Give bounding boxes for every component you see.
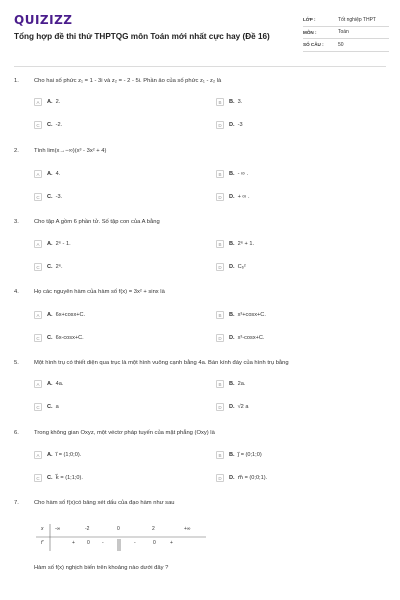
x-value: -∞ [55, 526, 61, 532]
question-text: Trong không gian Oxyz, một véctơ pháp tuyến của mặt phẳng (Oxy) là [34, 430, 215, 436]
option-letter: B. [229, 312, 235, 318]
option-text: x³-cosx+C. [237, 335, 265, 341]
question-number: 7. [14, 500, 19, 506]
meta-value: Toán [338, 29, 349, 36]
header-divider [14, 66, 386, 67]
option-letter: B. [229, 452, 235, 458]
option-letter: C. [47, 404, 53, 410]
option-c[interactable] [34, 403, 59, 411]
option-a[interactable] [34, 98, 60, 106]
option-checkbox[interactable]: C [34, 334, 42, 342]
option-text: C₆² [237, 264, 246, 270]
option-b[interactable] [216, 170, 248, 178]
option-text: 4a. [55, 381, 64, 387]
option-letter: A. [47, 171, 53, 177]
question-text: Cho tập A gồm 6 phần tử. Số tập con của A bằng [34, 219, 160, 225]
option-text: i⃗ = (1;0;0). [55, 452, 82, 458]
option-a[interactable] [34, 170, 60, 178]
option-text: x³+cosx+C. [237, 312, 266, 318]
option-checkbox[interactable]: C [34, 193, 42, 201]
option-c[interactable] [34, 334, 84, 342]
question-text: Một hình trụ có thiết diện qua trục là một hình vuông cạnh bằng 4a. Bán kính đáy của hình trụ bằng [34, 360, 289, 366]
option-letter: A. [47, 99, 53, 105]
option-text: 6x+cosx+C. [55, 312, 86, 318]
option-checkbox[interactable]: D [216, 193, 224, 201]
option-checkbox[interactable]: C [34, 474, 42, 482]
option-text: 2⁶ + 1. [237, 241, 255, 247]
option-text: 2a. [237, 381, 246, 387]
question-text: Cho hàm số f(x)có bảng xét dấu của đạo hàm như sau [34, 500, 175, 506]
option-letter: C. [47, 475, 53, 481]
option-b[interactable] [216, 380, 245, 388]
option-text: √2 a [237, 404, 249, 410]
option-letter: D. [229, 335, 235, 341]
option-d[interactable] [216, 474, 267, 482]
question-7-followup: Hàm số f(x) nghịch biến trên khoảng nào dưới đây ? [34, 565, 169, 571]
option-text: -3 [237, 122, 243, 128]
option-a[interactable] [34, 380, 63, 388]
sign-value: 0 [153, 540, 156, 546]
option-checkbox[interactable]: D [216, 263, 224, 271]
option-checkbox[interactable]: A [34, 451, 42, 459]
option-checkbox[interactable]: C [34, 403, 42, 411]
option-text: 4. [55, 171, 61, 177]
meta-value: 50 [338, 41, 344, 48]
option-letter: A. [47, 241, 53, 247]
option-c[interactable] [34, 121, 62, 129]
option-letter: D. [229, 264, 235, 270]
meta-info [303, 14, 389, 52]
option-text: - ∞ . [237, 171, 249, 177]
sign-value: 0 [87, 540, 90, 546]
option-letter: B. [229, 99, 235, 105]
option-text: + ∞ . [237, 194, 250, 200]
option-checkbox[interactable]: A [34, 311, 42, 319]
option-letter: C. [47, 264, 53, 270]
option-letter: B. [229, 241, 235, 247]
sign-value: + [170, 540, 173, 546]
option-text: m⃗ = (0;0;1). [237, 475, 268, 481]
option-a[interactable] [34, 311, 85, 319]
option-checkbox[interactable]: D [216, 474, 224, 482]
option-text: 3. [237, 99, 243, 105]
option-d[interactable] [216, 193, 250, 201]
option-text: 2. [55, 99, 61, 105]
question-text: Cho hai số phức z₁ = 1 - 3i và z₂ = - 2 - 5i. Phần ảo của số phức z₁ - z₂ là [34, 78, 222, 84]
option-text: -2. [55, 122, 63, 128]
question-text: Họ các nguyên hàm của hàm số f(x) = 3x² + sinx là [34, 289, 165, 295]
quizizz-logo: QUIZIZZ [14, 13, 73, 27]
option-letter: C. [47, 194, 53, 200]
option-letter: D. [229, 404, 235, 410]
question-number: 2. [14, 148, 19, 154]
option-text: j⃗ = (0;1;0) [237, 452, 262, 458]
question-number: 4. [14, 289, 19, 295]
option-letter: A. [47, 312, 53, 318]
option-letter: D. [229, 122, 235, 128]
option-letter: A. [47, 381, 53, 387]
option-checkbox[interactable]: C [34, 263, 42, 271]
meta-key: LỚP : [303, 17, 316, 23]
option-a[interactable] [34, 240, 71, 248]
meta-key: MÔN : [303, 29, 317, 35]
option-d[interactable] [216, 403, 248, 411]
option-checkbox[interactable]: B [216, 98, 224, 106]
question-number: 3. [14, 219, 19, 225]
option-letter: A. [47, 452, 53, 458]
option-checkbox[interactable]: D [216, 121, 224, 129]
option-d[interactable] [216, 263, 246, 271]
option-text: 2⁶ - 1. [55, 241, 71, 247]
option-a[interactable] [34, 451, 81, 459]
option-letter: B. [229, 381, 235, 387]
meta-row-class [303, 14, 389, 27]
option-checkbox[interactable]: D [216, 403, 224, 411]
option-checkbox[interactable]: A [34, 380, 42, 388]
option-b[interactable] [216, 98, 242, 106]
question-number: 1. [14, 78, 19, 84]
option-b[interactable] [216, 451, 262, 459]
x-value: 0 [117, 526, 120, 532]
header [0, 0, 400, 66]
question-number: 5. [14, 360, 19, 366]
option-d[interactable] [216, 334, 264, 342]
sign-value: + [72, 540, 75, 546]
option-b[interactable] [216, 240, 254, 248]
meta-row-subject [303, 27, 389, 40]
option-c[interactable] [34, 263, 63, 271]
option-checkbox[interactable]: C [34, 121, 42, 129]
x-value: -2 [85, 526, 90, 532]
option-letter: C. [47, 335, 53, 341]
meta-key: SỐ CÂU : [303, 42, 324, 48]
option-c[interactable] [34, 193, 62, 201]
option-checkbox[interactable]: B [216, 380, 224, 388]
option-letter: B. [229, 171, 235, 177]
meta-value: Tốt nghiệp THPT [338, 16, 376, 23]
option-text: a [55, 404, 59, 410]
sign-table-x-row [36, 526, 206, 540]
sign-value: - [134, 540, 136, 546]
document-title: Tổng hợp đề thi thử THPTQG môn Toán mới nhất cực hay (Đề 16) [14, 32, 270, 41]
option-text: -3. [55, 194, 63, 200]
sign-table-fp-row [36, 540, 206, 554]
question-text: Tính lim(x→−∞)(x³ - 3x² + 4) [34, 148, 107, 154]
option-checkbox[interactable]: D [216, 334, 224, 342]
option-text: 6x-cosx+C. [55, 335, 84, 341]
option-b[interactable] [216, 311, 266, 319]
option-text: k⃗ = (1;1;0). [55, 475, 83, 481]
x-label: x [41, 526, 44, 532]
option-letter: D. [229, 475, 235, 481]
option-d[interactable] [216, 121, 243, 129]
fprime-label: f' [41, 540, 44, 546]
x-value: +∞ [184, 526, 191, 532]
option-checkbox[interactable]: B [216, 170, 224, 178]
option-c[interactable] [34, 474, 83, 482]
question-number: 6. [14, 430, 19, 436]
option-text: 2⁶. [55, 264, 63, 270]
x-value: 2 [152, 526, 155, 532]
option-letter: C. [47, 122, 53, 128]
option-checkbox[interactable]: A [34, 98, 42, 106]
option-letter: D. [229, 194, 235, 200]
option-checkbox[interactable]: B [216, 451, 224, 459]
option-checkbox[interactable]: A [34, 170, 42, 178]
option-checkbox[interactable]: B [216, 240, 224, 248]
meta-row-count [303, 39, 389, 52]
sign-value: - [102, 540, 104, 546]
option-checkbox[interactable]: A [34, 240, 42, 248]
option-checkbox[interactable]: B [216, 311, 224, 319]
